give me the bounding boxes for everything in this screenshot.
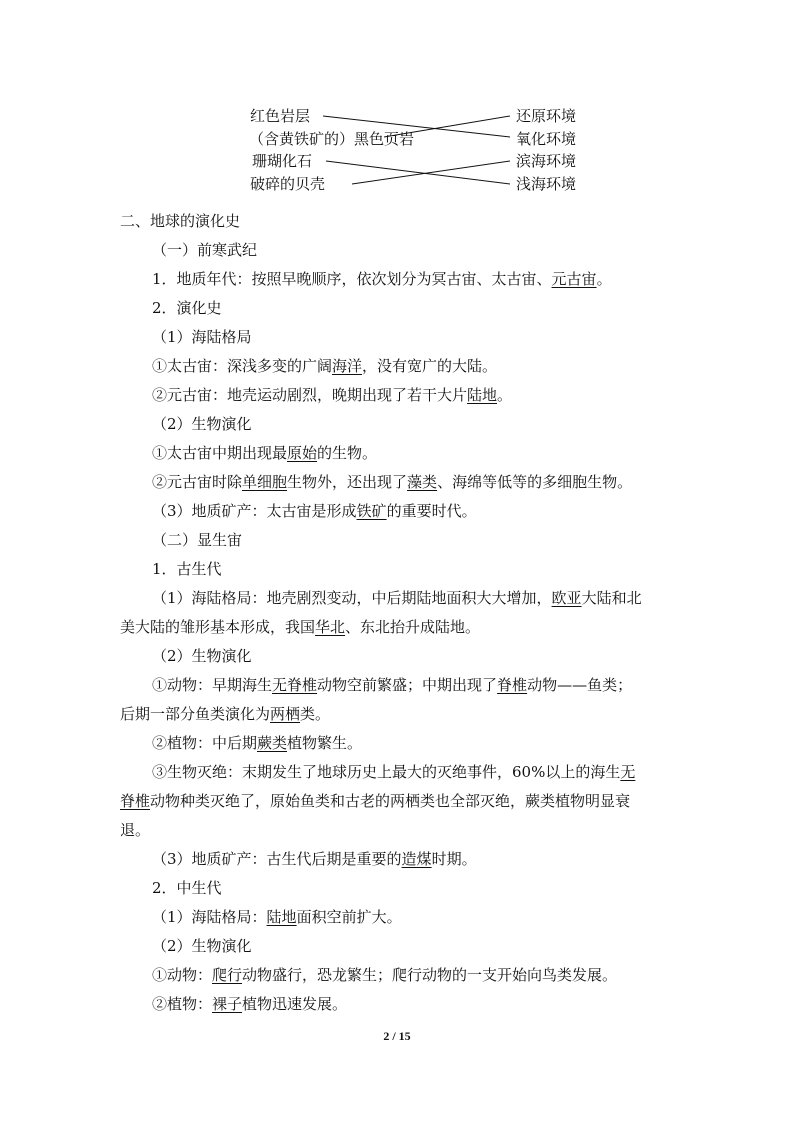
text-segment: ，没有宽广的大陆。 <box>362 357 498 375</box>
text-segment: 1．地质年代：按照早晚顺序，依次划分为冥古宙、太古宙、 <box>152 270 552 288</box>
text-segment: 2．中生代 <box>152 879 222 897</box>
matching-diagram <box>0 0 794 200</box>
text-line <box>120 671 680 700</box>
text-segment: ②元古宙时除 <box>152 473 243 491</box>
text-segment: （3）地质矿产：太古宙是形成 <box>152 502 357 520</box>
text-segment: 时期。 <box>431 850 477 868</box>
text-segment: （一）前寒武纪 <box>152 241 258 259</box>
text-segment: 面积空前扩大。 <box>296 908 402 926</box>
text-segment: 的重要时代。 <box>386 502 477 520</box>
text-segment: （2）生物演化 <box>152 937 252 955</box>
underlined-answer: 脊椎 <box>120 792 151 810</box>
text-line <box>120 990 680 1019</box>
underlined-answer: 无脊椎 <box>272 676 318 694</box>
text-segment: 动物——鱼类； <box>527 676 633 694</box>
text-line <box>120 294 680 323</box>
text-segment: 退。 <box>120 821 151 839</box>
text-segment: 。 <box>596 270 612 288</box>
underlined-answer: 陆地 <box>467 386 498 404</box>
text-line <box>120 584 680 613</box>
underlined-answer: 元古宙 <box>551 270 597 288</box>
text-segment: 的生物。 <box>317 444 378 462</box>
text-segment: ①太古宙：深浅多变的广阔 <box>152 357 333 375</box>
text-segment: （3）地质矿产：古生代后期是重要的 <box>152 850 402 868</box>
text-segment: 动物盛行，恐龙繁生；爬行动物的一支开始向鸟类发展。 <box>242 966 618 984</box>
text-segment: 植物迅速发展。 <box>242 995 348 1013</box>
text-line <box>120 758 680 787</box>
text-line <box>120 613 680 642</box>
text-segment: ②植物： <box>152 995 213 1013</box>
text-segment: 植物繁生。 <box>287 734 363 752</box>
text-line <box>120 845 680 874</box>
underlined-answer: 蕨类 <box>257 734 288 752</box>
text-segment: ①太古宙中期出现最 <box>152 444 288 462</box>
text-line <box>120 729 680 758</box>
document-body <box>120 207 680 1019</box>
underlined-answer: 藻类 <box>407 473 438 491</box>
text-segment: 动物空前繁盛；中期出现了 <box>317 676 498 694</box>
text-line <box>120 439 680 468</box>
text-segment: 2．演化史 <box>152 299 222 317</box>
underlined-answer: 造煤 <box>401 850 432 868</box>
text-segment: 1．古生代 <box>152 560 222 578</box>
text-segment: 后期一部分鱼类演化为 <box>120 705 271 723</box>
underlined-answer: 原始 <box>287 444 318 462</box>
text-line <box>120 236 680 265</box>
underlined-answer: 爬行 <box>212 966 243 984</box>
underlined-answer: 陆地 <box>266 908 297 926</box>
text-segment: （2）生物演化 <box>152 647 252 665</box>
text-line <box>120 787 680 816</box>
text-line <box>120 555 680 584</box>
connector-line <box>326 161 510 184</box>
text-line <box>120 816 680 845</box>
underlined-answer: 脊椎 <box>497 676 528 694</box>
connector-line <box>384 116 510 137</box>
text-line <box>120 526 680 555</box>
text-segment: ②元古宙：地壳运动剧烈，晚期出现了若干大片 <box>152 386 468 404</box>
page-number: 2 / 15 <box>383 1029 411 1043</box>
text-line <box>120 642 680 671</box>
text-segment: 、海绵等低等的多细胞生物。 <box>437 473 633 491</box>
text-segment: 类。 <box>300 705 331 723</box>
text-line <box>120 410 680 439</box>
text-segment: ①动物： <box>152 966 213 984</box>
underlined-answer: 铁矿 <box>356 502 387 520</box>
text-segment: 美大陆的雏形基本形成，我国 <box>120 618 316 636</box>
underlined-answer: 裸子 <box>212 995 243 1013</box>
underlined-answer: 海洋 <box>332 357 363 375</box>
right-item: 浅海环境 <box>516 175 577 193</box>
text-segment: （1）海陆格局 <box>152 328 252 346</box>
text-line <box>120 497 680 526</box>
text-line <box>120 323 680 352</box>
text-line <box>120 265 680 294</box>
text-segment: 动物种类灭绝了，原始鱼类和古老的两栖类也全部灭绝，蕨类植物明显衰 <box>150 792 631 810</box>
underlined-answer: 欧亚 <box>551 589 582 607</box>
text-segment: （二）显生宙 <box>152 531 243 549</box>
text-segment: 二、地球的演化史 <box>120 212 241 230</box>
text-segment: （2）生物演化 <box>152 415 252 433</box>
text-line <box>120 961 680 990</box>
text-segment: ①动物：早期海生 <box>152 676 273 694</box>
right-item: 氧化环境 <box>516 130 577 148</box>
text-line <box>120 381 680 410</box>
connector-line <box>323 116 510 137</box>
text-line <box>120 468 680 497</box>
text-segment: （1）海陆格局： <box>152 908 267 926</box>
left-item: 红色岩层 <box>250 107 311 125</box>
connector-lines <box>0 0 794 200</box>
text-line <box>120 874 680 903</box>
text-segment: （1）海陆格局：地壳剧烈变动，中后期陆地面积大大增加， <box>152 589 552 607</box>
underlined-answer: 无 <box>620 763 636 781</box>
right-item: 滨海环境 <box>516 152 577 170</box>
text-segment: 大陆和北 <box>581 589 642 607</box>
text-line <box>120 352 680 381</box>
text-segment: 。 <box>497 386 513 404</box>
underlined-answer: 单细胞 <box>242 473 288 491</box>
underlined-answer: 两栖 <box>270 705 301 723</box>
text-line <box>120 700 680 729</box>
left-item: （含黄铁矿的）黑色页岩 <box>249 130 415 148</box>
text-line <box>120 932 680 961</box>
right-item: 还原环境 <box>516 107 577 125</box>
text-segment: 生物外，还出现了 <box>287 473 408 491</box>
underlined-answer: 华北 <box>315 618 346 636</box>
text-segment: 、东北抬升成陆地。 <box>345 618 481 636</box>
left-item: 珊瑚化石 <box>252 152 313 170</box>
left-item: 破碎的贝壳 <box>250 175 326 193</box>
text-line <box>120 903 680 932</box>
text-line <box>120 207 680 236</box>
text-segment: ③生物灭绝：末期发生了地球历史上最大的灭绝事件，60%以上的海生 <box>152 763 621 781</box>
text-segment: ②植物：中后期 <box>152 734 258 752</box>
